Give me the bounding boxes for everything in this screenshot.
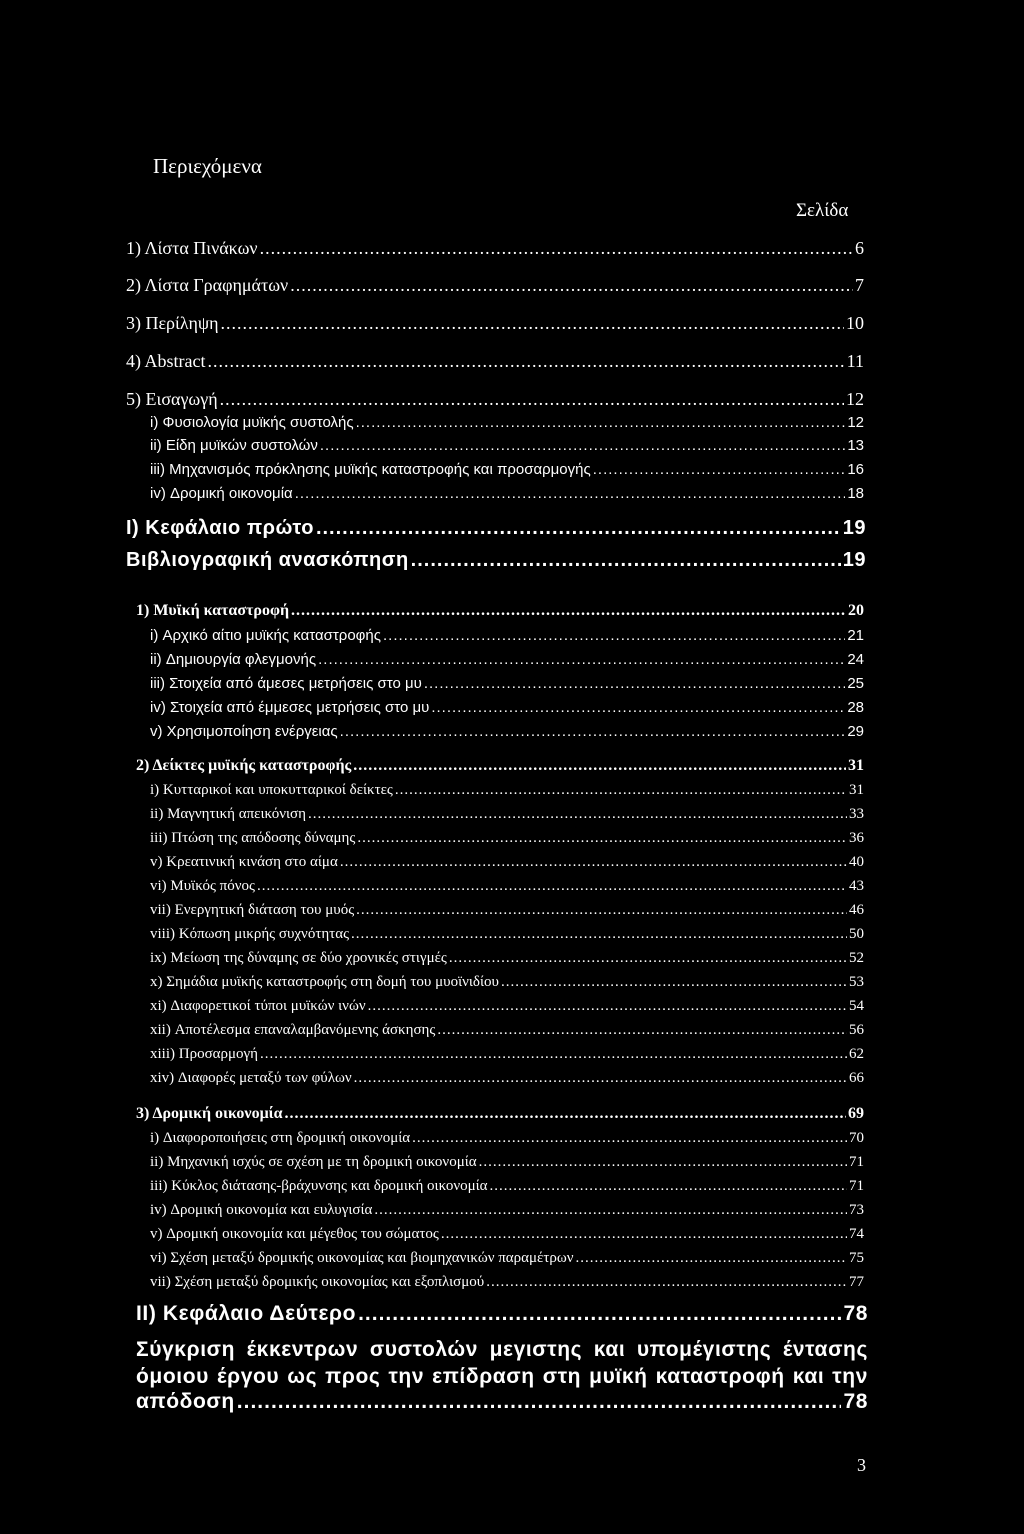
- leader-dots: [351, 926, 847, 943]
- toc-entry[interactable]: vi) Μυϊκός πόνος ..... 43: [150, 878, 864, 898]
- toc-section-running-economy[interactable]: 3) Δρομική οικονομία ..... 69: [136, 1105, 864, 1127]
- toc-entry[interactable]: iii) Κύκλος διάτασης-βράχυνσης και δρομική οικονομία ..... 71: [150, 1178, 864, 1198]
- leader-dots: [260, 1046, 847, 1063]
- leader-dots: [285, 1105, 846, 1123]
- toc-entry[interactable]: xii) Αποτέλεσμα επαναλαμβανόμενης άσκησης ..... 56: [150, 1022, 864, 1042]
- toc-entry[interactable]: vii) Ενεργητική διάταση του μυός ..... 46: [150, 902, 864, 922]
- toc-entry-list-of-graphs[interactable]: 2) Λίστα Γραφημάτων ..... 7: [126, 275, 864, 299]
- toc-entry[interactable]: i) Διαφοροποιήσεις στη δρομική οικονομία ..... 70: [150, 1130, 864, 1150]
- leader-dots: [437, 1022, 847, 1039]
- toc-entry[interactable]: vi) Σχέση μεταξύ δρομικής οικονομίας και βιομηχανικών παραμέτρων ..... 75: [150, 1250, 864, 1270]
- toc-entry[interactable]: viii) Κόπωση μικρής συχνότητας ..... 50: [150, 926, 864, 946]
- chapter-2-title-line-1: Σύγκριση έκκεντρων συστολών μεγιστης και υπομέγιστης έντασης: [136, 1338, 868, 1361]
- leader-dots: [316, 517, 841, 540]
- toc-entry[interactable]: ii) Μηχανική ισχύς σε σχέση με τη δρομική οικονομία ..... 71: [150, 1154, 864, 1174]
- leader-dots: [412, 1130, 847, 1147]
- leader-dots: [356, 902, 847, 919]
- toc-chapter-2[interactable]: II) Κεφάλαιο Δεύτερο ..... 78: [136, 1302, 868, 1330]
- leader-dots: [353, 757, 846, 775]
- toc-entry[interactable]: ii) Μαγνητική απεικόνιση ..... 33: [150, 806, 864, 826]
- toc-entry-abstract[interactable]: 4) Abstract ..... 11: [126, 351, 864, 375]
- leader-dots: [395, 782, 847, 799]
- leader-dots: [368, 998, 847, 1015]
- leader-dots: [383, 627, 845, 644]
- leader-dots: [356, 414, 846, 431]
- toc-entry[interactable]: xiii) Προσαρμογή ..... 62: [150, 1046, 864, 1066]
- toc-chapter-1[interactable]: I) Κεφάλαιο πρώτο ..... 19: [126, 517, 866, 543]
- leader-dots: [486, 1274, 847, 1291]
- leader-dots: [431, 699, 845, 716]
- toc-entry[interactable]: v) Δρομική οικονομία και μέγεθος του σώματος ..... 74: [150, 1226, 864, 1246]
- leader-dots: [340, 854, 847, 871]
- leader-dots: [308, 806, 847, 823]
- toc-entry[interactable]: i) Αρχικό αίτιο μυϊκής καταστροφής ..... 21: [150, 627, 864, 647]
- toc-entry-list-of-tables[interactable]: 1) Λίστα Πινάκων ..... 6: [126, 238, 864, 262]
- leader-dots: [501, 974, 847, 991]
- toc-entry[interactable]: iii) Μηχανισμός πρόκλησης μυϊκής καταστροφής και προσαρμογής ..... 16: [150, 461, 864, 481]
- toc-entry[interactable]: iii) Στοιχεία από άμεσες μετρήσεις στο μυ ..... 25: [150, 675, 864, 695]
- leader-dots: [260, 238, 853, 259]
- toc-entry-summary[interactable]: 3) Περίληψη ..... 10: [126, 313, 864, 337]
- toc-section-muscle-damage[interactable]: 1) Μυϊκή καταστροφή ..... 20: [136, 602, 864, 624]
- leader-dots: [374, 1202, 847, 1219]
- leader-dots: [411, 549, 841, 572]
- toc-entry[interactable]: iii) Πτώση της απόδοσης δύναμης ..... 36: [150, 830, 864, 850]
- toc-section-damage-indicators[interactable]: 2) Δείκτες μυϊκής καταστροφής ..... 31: [136, 757, 864, 779]
- leader-dots: [479, 1154, 847, 1171]
- leader-dots: [576, 1250, 847, 1267]
- toc-entry[interactable]: ii) Δημιουργία φλεγμονής ..... 24: [150, 651, 864, 671]
- toc-entry[interactable]: i) Φυσιολογία μυϊκής συστολής ..... 12: [150, 414, 864, 434]
- leader-dots: [318, 651, 845, 668]
- leader-dots: [290, 275, 853, 296]
- leader-dots: [449, 950, 847, 967]
- leader-dots: [354, 1070, 847, 1087]
- leader-dots: [441, 1226, 847, 1243]
- toc-entry[interactable]: vii) Σχέση μεταξύ δρομικής οικονομίας και εξοπλισμού ..... 77: [150, 1274, 864, 1294]
- toc-entry[interactable]: xiv) Διαφορές μεταξύ των φύλων ..... 66: [150, 1070, 864, 1090]
- toc-entry[interactable]: ii) Είδη μυϊκών συστολών ..... 13: [150, 437, 864, 457]
- toc-chapter-2-title-line-3[interactable]: απόδοση ..... 78: [136, 1390, 868, 1418]
- leader-dots: [221, 313, 844, 334]
- leader-dots: [424, 675, 845, 692]
- leader-dots: [340, 723, 846, 740]
- leader-dots: [320, 437, 845, 454]
- page-number: 3: [857, 1455, 866, 1475]
- leader-dots: [358, 1302, 841, 1326]
- chapter-2-title-line-2: όμοιου έργου ως προς την επίδραση στη μυϊκή καταστροφή και την: [136, 1365, 868, 1388]
- leader-dots: [291, 602, 846, 620]
- toc-entry[interactable]: xi) Διαφορετικοί τύποι μυϊκών ινών ..... 54: [150, 998, 864, 1018]
- leader-dots: [237, 1390, 842, 1414]
- leader-dots: [220, 389, 844, 410]
- toc-entry[interactable]: v) Χρησιμοποίηση ενέργειας ..... 29: [150, 723, 864, 743]
- toc-entry-introduction[interactable]: 5) Εισαγωγή ..... 12: [126, 389, 864, 413]
- leader-dots: [207, 351, 844, 372]
- leader-dots: [490, 1178, 847, 1195]
- toc-entry[interactable]: v) Κρεατινική κινάση στο αίμα ..... 40: [150, 854, 864, 874]
- page-title: Περιεχόμενα: [153, 154, 262, 178]
- toc-literature-review[interactable]: Βιβλιογραφική ανασκόπηση ..... 19: [126, 549, 866, 575]
- toc-entry[interactable]: ix) Μείωση της δύναμης σε δύο χρονικές στιγμές ..... 52: [150, 950, 864, 970]
- leader-dots: [257, 878, 847, 895]
- toc-entry[interactable]: iv) Δρομική οικονομία και ευλυγισία ..... 73: [150, 1202, 864, 1222]
- leader-dots: [295, 485, 846, 502]
- toc-entry[interactable]: iv) Στοιχεία από έμμεσες μετρήσεις στο μυ ..... 28: [150, 699, 864, 719]
- toc-entry[interactable]: i) Κυτταρικοί και υποκυτταρικοί δείκτες ..... 31: [150, 782, 864, 802]
- leader-dots: [357, 830, 847, 847]
- toc-entry[interactable]: x) Σημάδια μυϊκής καταστροφής στη δομή του μυοϊνιδίου ..... 53: [150, 974, 864, 994]
- toc-entry[interactable]: iv) Δρομική οικονομία ..... 18: [150, 485, 864, 505]
- leader-dots: [593, 461, 846, 478]
- page-column-header: Σελίδα: [796, 200, 849, 221]
